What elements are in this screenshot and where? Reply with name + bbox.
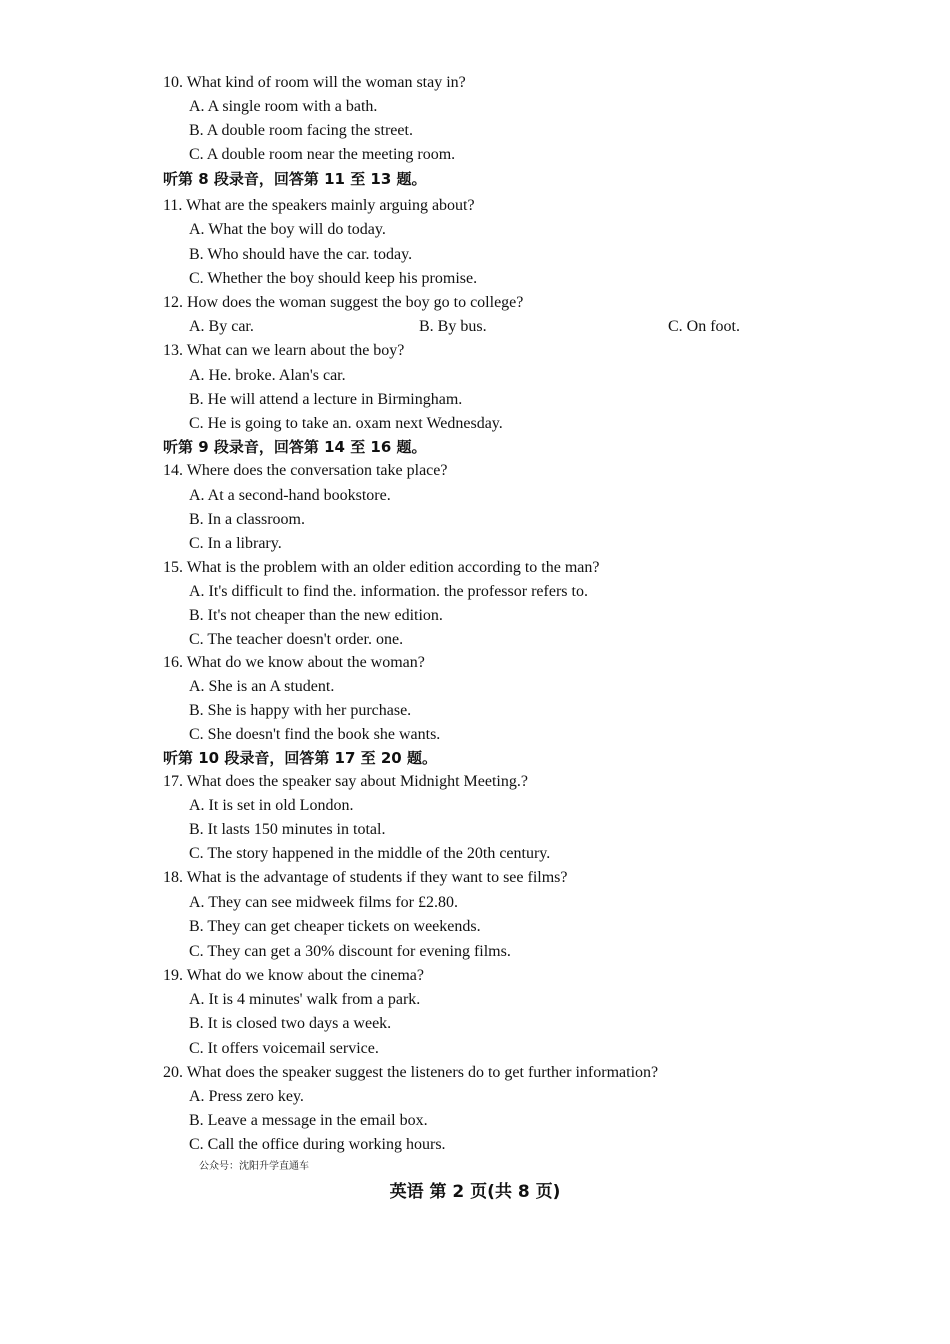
option: C. It offers voicemail service.	[189, 1040, 379, 1057]
question: 19. What do we know about the cinema?	[163, 967, 424, 984]
option: C. She doesn't find the book she wants.	[189, 726, 441, 743]
question: 11. What are the speakers mainly arguing about?	[163, 197, 475, 214]
option: A. It is set in old London.	[189, 797, 354, 814]
option: B. She is happy with her purchase.	[189, 702, 412, 719]
option: B. Leave a message in the email box.	[189, 1112, 428, 1129]
question: 20. What does the speaker suggest the listeners do to get further information?	[163, 1064, 659, 1081]
option: A. She is an A student.	[189, 678, 335, 695]
option: A. It is 4 minutes' walk from a park.	[189, 991, 421, 1008]
question: 10. What kind of room will the woman stay in?	[163, 74, 466, 91]
option: A. He. broke. Alan's car.	[189, 367, 346, 384]
option: A. A single room with a bath.	[189, 98, 378, 115]
option: C. The story happened in the middle of the 20th century.	[189, 845, 551, 862]
question: 18. What is the advantage of students if they want to see films?	[163, 869, 568, 886]
option: A. Press zero key.	[189, 1088, 304, 1105]
question: 17. What does the speaker say about Midnight Meeting.?	[163, 773, 528, 790]
option: C. On foot.	[668, 318, 740, 335]
option: B. Who should have the car. today.	[189, 246, 413, 263]
section-heading: 听第 9 段录音，回答第 14 至 16 题。	[163, 438, 427, 456]
option: C. They can get a 30% discount for evening films.	[189, 943, 511, 960]
option: C. The teacher doesn't order. one.	[189, 631, 404, 648]
option: B. It is closed two days a week.	[189, 1015, 392, 1032]
option: B. He will attend a lecture in Birmingham.	[189, 391, 463, 408]
option: A. They can see midweek films for £2.80.	[189, 894, 458, 911]
option: A. What the boy will do today.	[189, 221, 386, 238]
option: C. A double room near the meeting room.	[189, 146, 456, 163]
option: B. It's not cheaper than the new edition.	[189, 607, 443, 624]
option: C. Call the office during working hours.	[189, 1136, 446, 1153]
option: B. It lasts 150 minutes in total.	[189, 821, 386, 838]
option: B. In a classroom.	[189, 511, 305, 528]
question: 14. Where does the conversation take place?	[163, 462, 448, 479]
question: 15. What is the problem with an older edition according to the man?	[163, 559, 600, 576]
option: B. By bus.	[419, 318, 487, 335]
option: C. In a library.	[189, 535, 282, 552]
section-heading: 听第 8 段录音，回答第 11 至 13 题。	[163, 170, 427, 188]
page-footer: 英语 第 2 页(共 8 页)	[389, 1182, 561, 1202]
question: 16. What do we know about the woman?	[163, 654, 425, 671]
option: B. A double room facing the street.	[189, 122, 413, 139]
option: C. He is going to take an. oxam next Wednesday.	[189, 415, 503, 432]
option: C. Whether the boy should keep his promise.	[189, 270, 478, 287]
option: A. At a second-hand bookstore.	[189, 487, 391, 504]
option: A. By car.	[189, 318, 254, 335]
question: 13. What can we learn about the boy?	[163, 342, 405, 359]
question: 12. How does the woman suggest the boy go to college?	[163, 294, 524, 311]
option: B. They can get cheaper tickets on weekends.	[189, 918, 481, 935]
section-heading: 听第 10 段录音，回答第 17 至 20 题。	[163, 749, 437, 767]
watermark-text: 公众号：沈阳升学直通车	[199, 1161, 309, 1172]
option: A. It's difficult to find the. information. the professor refers to.	[189, 583, 588, 600]
